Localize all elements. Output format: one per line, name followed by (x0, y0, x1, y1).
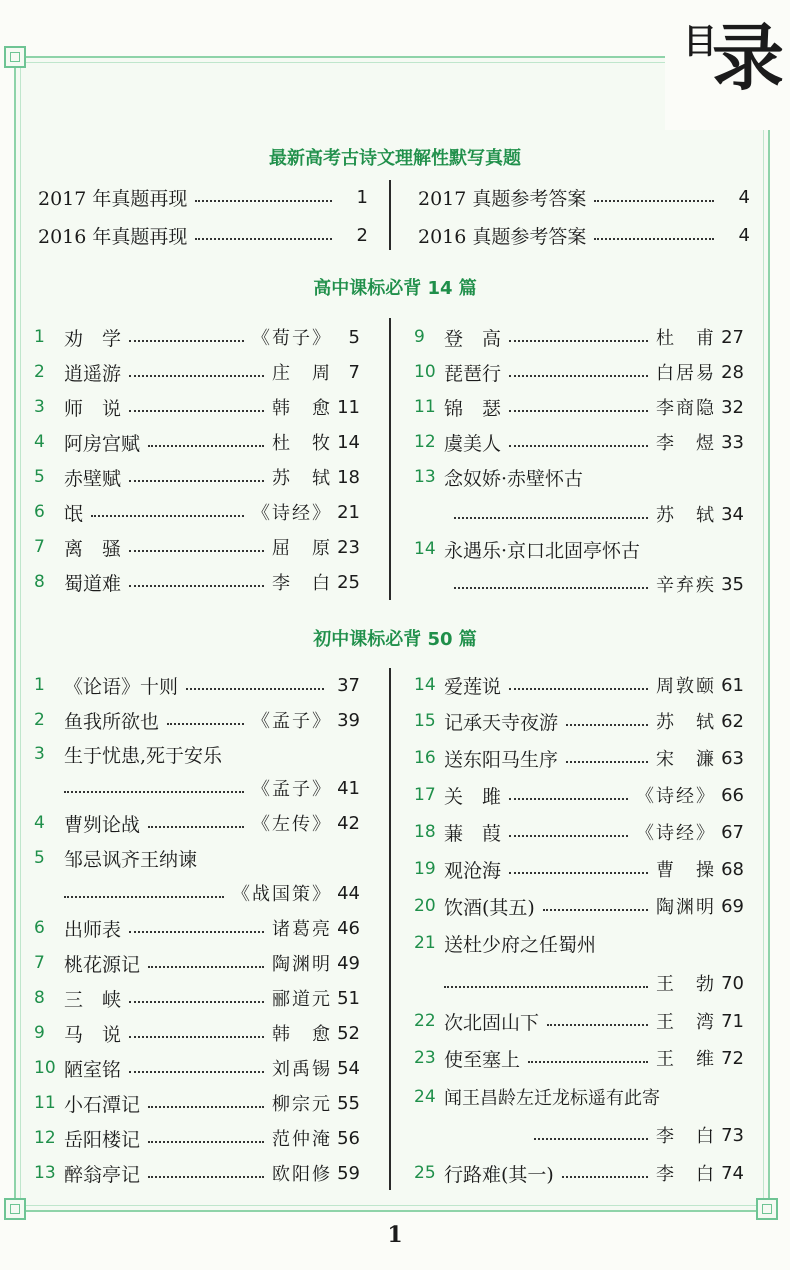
entry-number: 7 (34, 953, 45, 973)
entry-author: 李 白 (656, 1164, 716, 1185)
entry-page: 52 (337, 1022, 360, 1044)
leader-dots (454, 587, 648, 589)
entry-number: 3 (34, 744, 45, 764)
entry-author: 郦道元 (272, 989, 332, 1010)
column-divider (389, 668, 391, 1190)
entry-author: 《荀子》 (252, 328, 332, 349)
list-item[interactable] (34, 1121, 360, 1155)
list-item[interactable] (34, 1156, 360, 1190)
entry-title: 出师表 (64, 918, 122, 941)
entry-title: 《论语》十则 (64, 675, 179, 698)
entry-author: 《诗经》 (252, 503, 332, 524)
entry-page: 14 (337, 431, 360, 453)
list-item[interactable] (38, 218, 368, 252)
leader-dots (509, 445, 648, 447)
entry-page: 18 (337, 466, 360, 488)
leader-dots (509, 410, 648, 412)
entry-number: 14 (414, 539, 436, 559)
entry-title: 饮酒(其五) (444, 896, 535, 919)
entry-number: 16 (414, 748, 436, 768)
entry-author: 李 白 (656, 1126, 716, 1147)
leader-dots (195, 200, 332, 202)
entry-page: 1 (356, 186, 368, 208)
leader-dots (129, 1036, 264, 1038)
entry-page: 35 (721, 573, 744, 595)
list-item[interactable] (414, 425, 744, 459)
list-item[interactable] (414, 1004, 744, 1038)
entry-page: 4 (738, 186, 750, 208)
list-item[interactable] (34, 390, 360, 424)
entry-page: 73 (721, 1124, 744, 1146)
entry-page: 61 (721, 674, 744, 696)
entry-page: 55 (337, 1092, 360, 1114)
entry-title: 桃花源记 (64, 953, 141, 976)
entry-number: 12 (414, 432, 436, 452)
leader-dots (129, 1001, 264, 1003)
list-item[interactable] (414, 355, 744, 389)
entry-title: 醉翁亭记 (64, 1163, 141, 1186)
entry-page: 11 (337, 396, 360, 418)
list-item-continuation[interactable] (64, 771, 360, 805)
section-title-middle-school: 初中课标必背 50 篇 (313, 629, 477, 650)
entry-author: 范仲淹 (272, 1129, 332, 1150)
entry-page: 67 (721, 821, 744, 843)
list-item-continuation[interactable] (64, 876, 360, 910)
entry-title: 琵琶行 (444, 362, 502, 385)
entry-author: 苏 轼 (272, 468, 332, 489)
entry-number: 6 (34, 502, 45, 522)
entry-title: 岳阳楼记 (64, 1128, 141, 1151)
entry-number: 8 (34, 572, 45, 592)
entry-author: 王 维 (656, 1049, 716, 1070)
leader-dots (509, 688, 648, 690)
leader-dots (454, 517, 648, 519)
list-item[interactable] (34, 1051, 360, 1085)
list-item[interactable] (34, 946, 360, 980)
leader-dots (64, 791, 244, 793)
entry-title: 赤壁赋 (64, 467, 122, 490)
entry-author: 李 白 (272, 573, 332, 594)
entry-author: 苏 轼 (656, 505, 716, 526)
entry-page: 46 (337, 917, 360, 939)
entry-title: 次北固山下 (444, 1011, 540, 1034)
list-item[interactable] (414, 532, 744, 566)
entry-title: 逍遥游 (64, 362, 122, 385)
entry-title: 闻王昌龄左迁龙标遥有此寄 (444, 1088, 660, 1109)
entry-author: 《诗经》 (636, 786, 716, 807)
entry-number: 7 (34, 537, 45, 557)
entry-number: 2 (34, 710, 45, 730)
entry-author: 《诗经》 (636, 823, 716, 844)
entry-author: 《孟子》 (252, 711, 332, 732)
entry-author: 李 煜 (656, 433, 716, 454)
entry-page: 66 (721, 784, 744, 806)
entry-title: 小石潭记 (64, 1093, 141, 1116)
leader-dots (509, 340, 648, 342)
entry-number: 5 (34, 848, 45, 868)
entry-number: 10 (414, 362, 436, 382)
entry-number: 11 (34, 1093, 56, 1113)
leader-dots (594, 200, 714, 202)
entry-number: 20 (414, 896, 436, 916)
entry-number: 24 (414, 1087, 436, 1107)
list-item[interactable] (414, 668, 744, 702)
list-item[interactable] (34, 530, 360, 564)
entry-number: 6 (34, 918, 45, 938)
leader-dots (129, 410, 264, 412)
entry-title: 陋室铭 (64, 1058, 122, 1081)
entry-title: 2016 真题参考答案 (418, 225, 587, 248)
list-item[interactable] (34, 355, 360, 389)
list-item[interactable] (34, 806, 360, 840)
list-item[interactable] (414, 1156, 744, 1190)
list-item[interactable] (414, 741, 744, 775)
list-item[interactable] (34, 320, 360, 354)
entry-title: 马 说 (64, 1023, 122, 1046)
column-divider (389, 318, 391, 600)
column-divider (389, 180, 391, 250)
leader-dots (509, 835, 628, 837)
entry-number: 13 (414, 467, 436, 487)
entry-number: 4 (34, 432, 45, 452)
entry-author: 杜 甫 (656, 328, 716, 349)
entry-number: 25 (414, 1163, 436, 1183)
entry-number: 1 (34, 327, 45, 347)
entry-page: 32 (721, 396, 744, 418)
leader-dots (543, 909, 648, 911)
entry-title: 送杜少府之任蜀州 (444, 933, 597, 956)
entry-title: 三 峡 (64, 988, 122, 1011)
list-item-continuation[interactable] (444, 497, 744, 531)
toc-title-small: 目 (683, 22, 715, 62)
entry-number: 14 (414, 675, 436, 695)
entry-page: 74 (721, 1162, 744, 1184)
entry-number: 12 (34, 1128, 56, 1148)
list-item[interactable] (34, 1016, 360, 1050)
list-item-continuation[interactable] (444, 567, 744, 601)
leader-dots (148, 826, 244, 828)
leader-dots (534, 1138, 648, 1140)
entry-number: 19 (414, 859, 436, 879)
entry-title: 蒹 葭 (444, 822, 502, 845)
entry-number: 3 (34, 397, 45, 417)
entry-page: 33 (721, 431, 744, 453)
entry-author: 欧阳修 (272, 1164, 332, 1185)
leader-dots (64, 896, 224, 898)
entry-author: 周敦颐 (656, 676, 716, 697)
entry-author: 韩 愈 (272, 398, 332, 419)
entry-title: 生于忧患,死于安乐 (64, 744, 223, 767)
entry-page: 27 (721, 326, 744, 348)
entry-author: 王 湾 (656, 1012, 716, 1033)
list-item[interactable] (34, 668, 360, 702)
entry-page: 56 (337, 1127, 360, 1149)
leader-dots (195, 238, 332, 240)
list-item[interactable] (414, 704, 744, 738)
entry-page: 39 (337, 709, 360, 731)
entry-author: 诸葛亮 (272, 919, 332, 940)
list-item[interactable] (34, 841, 360, 875)
list-item[interactable] (418, 180, 750, 214)
section-title-gaokao: 最新高考古诗文理解性默写真题 (269, 148, 521, 169)
page-number: 1 (387, 1222, 403, 1248)
list-item[interactable] (414, 1080, 744, 1114)
entry-title: 2017 真题参考答案 (418, 187, 587, 210)
entry-page: 51 (337, 987, 360, 1009)
entry-page: 71 (721, 1010, 744, 1032)
entry-page: 2 (356, 224, 368, 246)
entry-page: 28 (721, 361, 744, 383)
leader-dots (594, 238, 714, 240)
entry-title: 永遇乐·京口北固亭怀古 (444, 539, 641, 562)
entry-title: 行路难(其一) (444, 1163, 554, 1186)
leader-dots (509, 375, 648, 377)
list-item[interactable] (38, 180, 368, 214)
entry-author: 王 勃 (656, 974, 716, 995)
frame-corner-top-left (4, 46, 26, 68)
entry-number: 18 (414, 822, 436, 842)
entry-page: 44 (337, 882, 360, 904)
list-item[interactable] (414, 815, 744, 849)
entry-title: 送东阳马生序 (444, 748, 559, 771)
leader-dots (562, 1176, 648, 1178)
entry-author: 杜 牧 (272, 433, 332, 454)
list-item[interactable] (414, 1041, 744, 1075)
entry-page: 54 (337, 1057, 360, 1079)
entry-number: 4 (34, 813, 45, 833)
list-item[interactable] (418, 218, 750, 252)
toc-title-big: 录 (712, 15, 785, 100)
leader-dots (148, 445, 264, 447)
leader-dots (186, 688, 324, 690)
entry-number: 11 (414, 397, 436, 417)
list-item[interactable] (34, 495, 360, 529)
entry-number: 2 (34, 362, 45, 382)
list-item[interactable] (34, 981, 360, 1015)
entry-page: 21 (337, 501, 360, 523)
entry-title: 鱼我所欲也 (64, 710, 160, 733)
frame-corner-bottom-left (4, 1198, 26, 1220)
entry-title: 蜀道难 (64, 572, 122, 595)
list-item[interactable] (414, 852, 744, 886)
entry-title: 2017 年真题再现 (38, 187, 188, 210)
entry-page: 63 (721, 747, 744, 769)
entry-page: 62 (721, 710, 744, 732)
list-item[interactable] (414, 390, 744, 424)
entry-number: 17 (414, 785, 436, 805)
leader-dots (167, 723, 244, 725)
list-item-continuation[interactable] (444, 966, 744, 1000)
list-item[interactable] (414, 926, 744, 960)
entry-author: 刘禹锡 (272, 1059, 332, 1080)
list-item[interactable] (34, 911, 360, 945)
entry-author: 白居易 (656, 363, 716, 384)
leader-dots (509, 872, 648, 874)
entry-author: 韩 愈 (272, 1024, 332, 1045)
entry-page: 34 (721, 503, 744, 525)
leader-dots (129, 340, 244, 342)
leader-dots (129, 550, 264, 552)
entry-author: 《战国策》 (232, 884, 332, 905)
leader-dots (444, 986, 648, 988)
entry-author: 柳宗元 (272, 1094, 332, 1115)
leader-dots (148, 1141, 264, 1143)
entry-title: 念奴娇·赤壁怀古 (444, 467, 584, 490)
entry-number: 9 (34, 1023, 45, 1043)
leader-dots (148, 1106, 264, 1108)
entry-author: 陶渊明 (272, 954, 332, 975)
leader-dots (148, 966, 264, 968)
entry-page: 72 (721, 1047, 744, 1069)
entry-page: 69 (721, 895, 744, 917)
entry-author: 曹 操 (656, 860, 716, 881)
entry-title: 氓 (64, 502, 84, 525)
entry-number: 9 (414, 327, 425, 347)
entry-title: 2016 年真题再现 (38, 225, 188, 248)
entry-page: 49 (337, 952, 360, 974)
entry-title: 曹刿论战 (64, 813, 141, 836)
entry-author: 《左传》 (252, 814, 332, 835)
entry-title: 锦 瑟 (444, 397, 502, 420)
list-item-continuation[interactable] (444, 1118, 744, 1152)
list-item[interactable] (34, 565, 360, 599)
leader-dots (566, 724, 648, 726)
entry-page: 23 (337, 536, 360, 558)
entry-title: 虞美人 (444, 432, 502, 455)
entry-author: 屈 原 (272, 538, 332, 559)
entry-page: 37 (337, 674, 360, 696)
leader-dots (129, 375, 264, 377)
entry-author: 李商隐 (656, 398, 716, 419)
list-item[interactable] (414, 778, 744, 812)
entry-page: 59 (337, 1162, 360, 1184)
entry-page: 68 (721, 858, 744, 880)
list-item[interactable] (34, 703, 360, 737)
entry-title: 登 高 (444, 327, 502, 350)
entry-title: 师 说 (64, 397, 122, 420)
entry-title: 使至塞上 (444, 1048, 521, 1071)
entry-page: 41 (337, 777, 360, 799)
leader-dots (129, 480, 264, 482)
entry-number: 21 (414, 933, 436, 953)
list-item[interactable] (414, 460, 744, 494)
list-item[interactable] (34, 1086, 360, 1120)
list-item[interactable] (34, 460, 360, 494)
entry-page: 70 (721, 972, 744, 994)
section-title-high-school: 高中课标必背 14 篇 (313, 278, 477, 299)
entry-author: 辛弃疾 (656, 575, 716, 596)
entry-page: 42 (337, 812, 360, 834)
leader-dots (528, 1061, 648, 1063)
entry-title: 劝 学 (64, 327, 122, 350)
entry-number: 8 (34, 988, 45, 1008)
entry-title: 阿房宫赋 (64, 432, 141, 455)
entry-author: 庄 周 (272, 363, 332, 384)
leader-dots (547, 1024, 648, 1026)
entry-title: 观沧海 (444, 859, 502, 882)
leader-dots (91, 515, 244, 517)
entry-number: 1 (34, 675, 45, 695)
entry-author: 宋 濂 (656, 749, 716, 770)
entry-author: 《孟子》 (252, 779, 332, 800)
entry-author: 陶渊明 (656, 897, 716, 918)
list-item[interactable] (34, 425, 360, 459)
entry-number: 23 (414, 1048, 436, 1068)
list-item[interactable] (414, 889, 744, 923)
entry-number: 10 (34, 1058, 56, 1078)
entry-title: 关 雎 (444, 785, 502, 808)
list-item[interactable] (414, 320, 744, 354)
list-item[interactable] (34, 737, 360, 771)
leader-dots (129, 931, 264, 933)
frame-corner-bottom-right (756, 1198, 778, 1220)
entry-number: 15 (414, 711, 436, 731)
leader-dots (148, 1176, 264, 1178)
leader-dots (129, 1071, 264, 1073)
entry-author: 苏 轼 (656, 712, 716, 733)
entry-page: 25 (337, 571, 360, 593)
entry-page: 4 (738, 224, 750, 246)
entry-page: 5 (348, 326, 360, 348)
entry-title: 记承天寺夜游 (444, 711, 559, 734)
entry-number: 13 (34, 1163, 56, 1183)
leader-dots (509, 798, 628, 800)
entry-title: 离 骚 (64, 537, 122, 560)
leader-dots (129, 585, 264, 587)
leader-dots (566, 761, 648, 763)
entry-number: 22 (414, 1011, 436, 1031)
entry-page: 7 (348, 361, 360, 383)
entry-title: 爱莲说 (444, 675, 502, 698)
entry-number: 5 (34, 467, 45, 487)
entry-title: 邹忌讽齐王纳谏 (64, 848, 198, 871)
